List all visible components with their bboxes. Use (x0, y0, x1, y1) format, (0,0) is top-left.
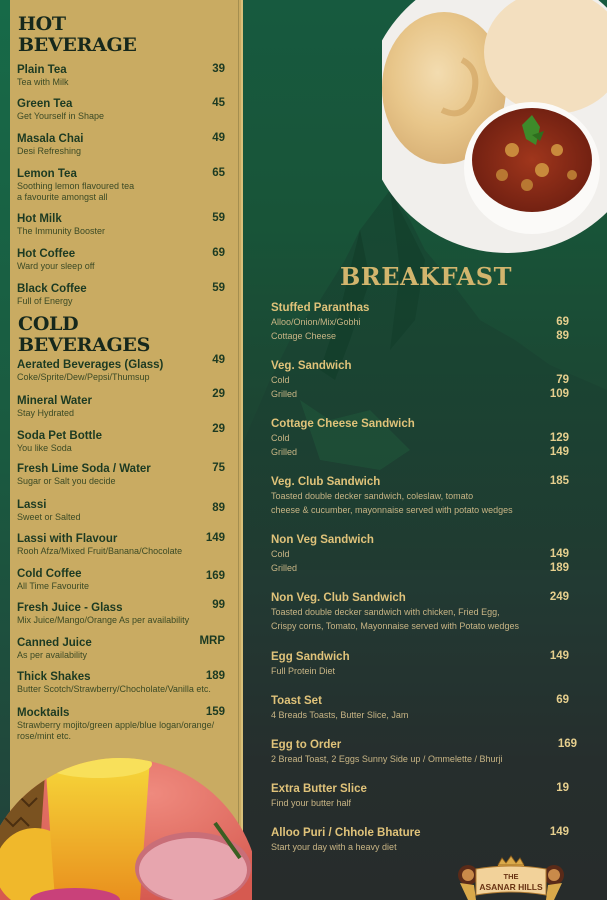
menu-item-black-coffee: Black Coffee Full of Energy 59 (17, 282, 225, 306)
menu-item-green-tea: Green Tea Get Yourself in Shape 45 (17, 97, 225, 121)
price: 149 (549, 650, 569, 662)
price: 149 (549, 446, 569, 458)
price: 39 (212, 63, 225, 75)
menu-item-fresh-lime-soda: Fresh Lime Soda / Water Sugar or Salt you decide 75 (17, 462, 225, 486)
price: 49 (212, 354, 225, 366)
menu-item-fresh-juice: Fresh Juice - Glass Mix Juice/Mango/Orange As per availability 99 (17, 599, 225, 625)
menu-item-plain-tea: Plain Tea Tea with Milk 39 (17, 63, 225, 87)
cold-beverages-title: COLD BEVERAGES (18, 313, 151, 356)
price: 109 (549, 388, 569, 400)
asanar-hills-logo (446, 853, 576, 900)
price: 185 (549, 475, 569, 487)
price: 69 (212, 247, 225, 259)
menu-item-cold-coffee: Cold Coffee All Time Favourite 169 (17, 568, 225, 591)
variant-row: Cold 129 (271, 432, 569, 444)
menu-item-thick-shakes: Thick Shakes Butter Scotch/Strawberry/Chocholate/Vanilla etc. 189 (17, 670, 225, 694)
menu-item-veg-club-sandwich: Veg. Club Sandwich 185 Toasted double decker sandwich, coleslaw, tomato cheese & cucumber, mayonnaise served with potato wedges (271, 475, 569, 515)
menu-item-aerated-beverages: Aerated Beverages (Glass) Coke/Sprite/Dew/Pepsi/Thumsup 49 (17, 354, 225, 382)
menu-item-canned-juice: Canned Juice As per availability MRP (17, 635, 225, 660)
price: 75 (212, 462, 225, 474)
menu-item-stuffed-paranthas: Stuffed Paranthas Alloo/Onion/Mix/Gobhi 69 Cottage Cheese 89 (271, 302, 569, 342)
menu-item-masala-chai: Masala Chai Desi Refreshing 49 (17, 132, 225, 156)
svg-text:ASANAR HILLS: ASANAR HILLS (479, 882, 543, 892)
price: 29 (212, 423, 225, 435)
price: 89 (212, 502, 225, 514)
price: 169 (205, 570, 225, 582)
menu-item-extra-butter-slice: Extra Butter Slice 19 Find your butter half (271, 782, 569, 808)
menu-item-cottage-cheese-sandwich: Cottage Cheese Sandwich Cold 129 Grilled 149 (271, 418, 569, 458)
price: 65 (212, 167, 225, 179)
variant-row: Alloo/Onion/Mix/Gobhi 69 (271, 316, 569, 328)
menu-item-soda-pet-bottle: Soda Pet Bottle You like Soda 29 (17, 423, 225, 453)
menu-item-alloo-puri-chhole-bhature: Alloo Puri / Chhole Bhature 149 Start your day with a heavy diet (271, 826, 569, 852)
chhole-bhature-photo (382, 0, 607, 254)
menu-item-hot-milk: Hot Milk The Immunity Booster 59 (17, 212, 225, 236)
svg-text:THE: THE (503, 872, 519, 881)
price: 45 (212, 97, 225, 109)
menu-item-egg-sandwich: Egg Sandwich 149 Full Protein Diet (271, 650, 569, 676)
menu-item-veg-sandwich: Veg. Sandwich Cold 79 Grilled 109 (271, 360, 569, 400)
menu-item-lassi: Lassi Sweet or Salted 89 (17, 499, 225, 522)
variant-row: Cottage Cheese 89 (271, 330, 569, 342)
price: 69 (556, 316, 569, 328)
price: 149 (205, 532, 225, 544)
breakfast-title: BREAKFAST (340, 262, 512, 291)
price: 29 (212, 388, 225, 400)
price: 59 (212, 212, 225, 224)
menu-item-hot-coffee: Hot Coffee Ward your sleep off 69 (17, 247, 225, 271)
menu-item-toast-set: Toast Set 69 4 Breads Toasts, Butter Slice, Jam (271, 694, 569, 720)
price: 149 (549, 548, 569, 560)
price: 249 (549, 591, 569, 603)
price: 189 (205, 670, 225, 682)
price: 159 (205, 706, 225, 718)
menu-item-mineral-water: Mineral Water Stay Hydrated 29 (17, 388, 225, 418)
price: 89 (556, 330, 569, 342)
menu-item-non-veg-sandwich: Non Veg Sandwich Cold 149 Grilled 189 (271, 534, 569, 574)
variant-row: Cold 149 (271, 548, 569, 560)
price: 129 (549, 432, 569, 444)
menu-item-non-veg-club-sandwich: Non Veg. Club Sandwich 249 Toasted double decker sandwich with chicken, Fried Egg, Crispy corns, Tomato, Mayonnaise served with Potato wedges (271, 591, 569, 631)
price: 19 (556, 782, 569, 794)
variant-row: Grilled 189 (271, 562, 569, 574)
price: 69 (556, 694, 569, 706)
menu-item-mocktails: Mocktails Strawberry mojito/green apple/blue logan/orange/ rose/mint etc. 159 (17, 706, 225, 741)
variant-row: Grilled 109 (271, 388, 569, 400)
price: MRP (199, 635, 225, 647)
price: 49 (212, 132, 225, 144)
variant-row: Cold 79 (271, 374, 569, 386)
hot-beverage-title: HOT BEVERAGE (18, 13, 137, 56)
price: 189 (549, 562, 569, 574)
price: 59 (212, 282, 225, 294)
price: 99 (212, 599, 225, 611)
price: 149 (549, 826, 569, 838)
menu-item-lassi-with-flavour: Lassi with Flavour Rooh Afza/Mixed Fruit/Banana/Chocolate 149 (17, 532, 225, 556)
price: 79 (556, 374, 569, 386)
price: 169 (557, 738, 577, 750)
menu-item-lemon-tea: Lemon Tea Soothing lemon flavoured tea a favourite amongst all 65 (17, 167, 225, 202)
juice-photo (0, 748, 252, 900)
menu-item-egg-to-order: Egg to Order 169 2 Bread Toast, 2 Eggs Sunny Side up / Ommelette / Bhurji (271, 738, 577, 764)
variant-row: Grilled 149 (271, 446, 569, 458)
